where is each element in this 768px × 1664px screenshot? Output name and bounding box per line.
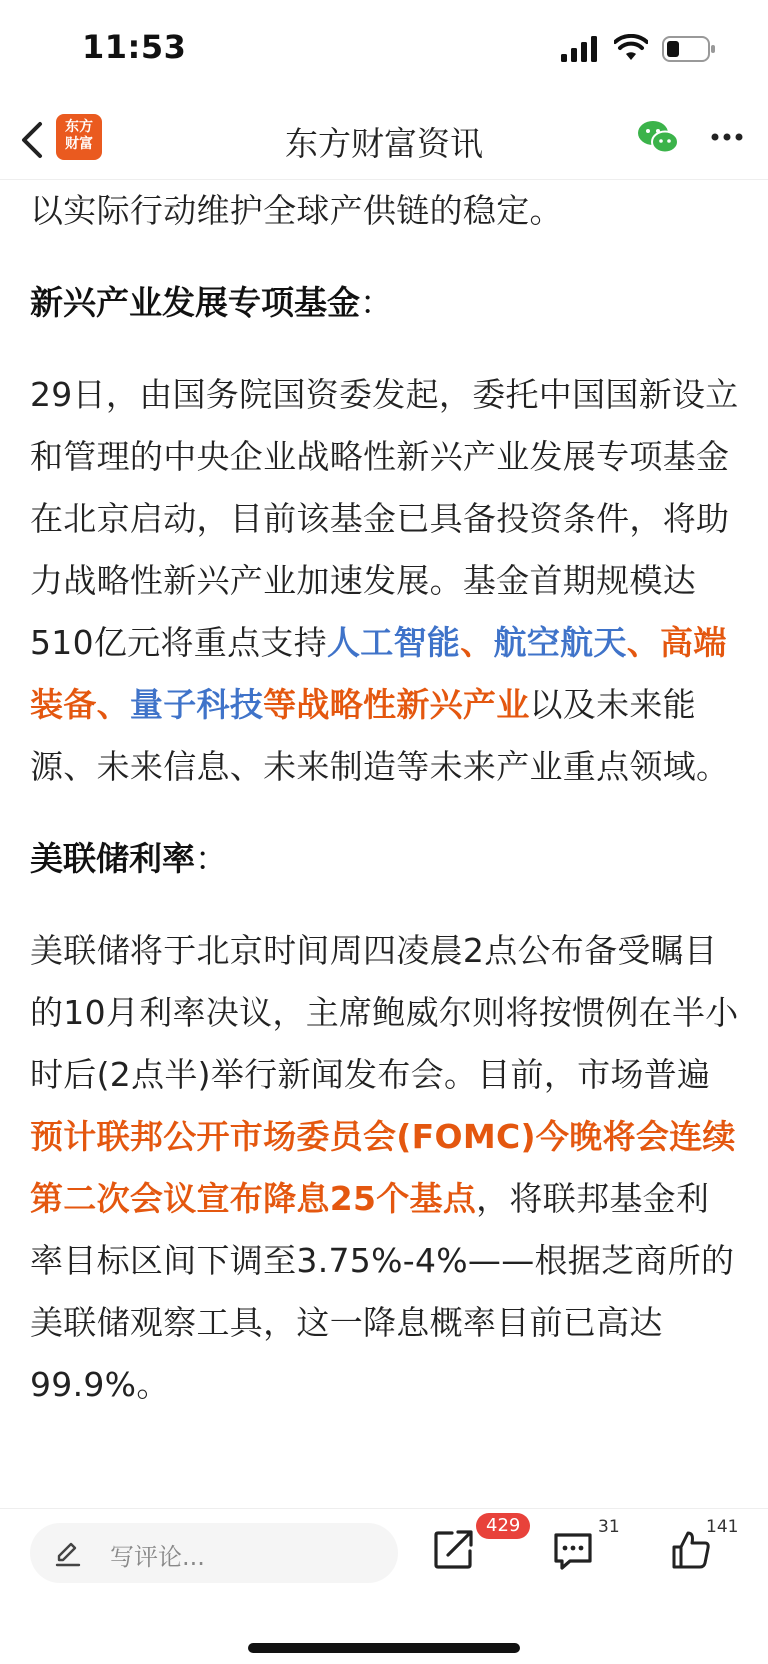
article-body <box>30 180 742 1508</box>
more-options-icon[interactable] <box>710 130 744 144</box>
fund-text-b: 以及未来能源、未来信息、未来制造等未来产业重点领域。 <box>30 685 730 786</box>
heading-text: 新兴产业发展专项基金 <box>30 283 360 322</box>
comment-input[interactable] <box>30 1523 398 1583</box>
comment-icon[interactable] <box>552 1531 594 1571</box>
section-heading-fund <box>30 272 742 334</box>
wifi-icon <box>614 34 648 62</box>
logo-text-line-1: 东方 <box>65 119 93 135</box>
comment-count: 31 <box>598 1517 620 1537</box>
status-bar <box>0 0 768 100</box>
paragraph-intro: 以实际行动维护全球产供链的稳定。 <box>30 191 563 230</box>
fed-text-a: 美联储将于北京时间周四凌晨2点公布备受瞩目的10月利率决议，主席鲍威尔则将按惯例在半小时后(2点半)举行新闻发布会。目前，市场普遍 <box>30 931 739 1094</box>
stock-link-aerospace[interactable]: 航空航天 <box>493 623 627 662</box>
highlight-high-end-equipment: 高端装备 <box>30 623 727 724</box>
fund-text-a: 29日，由国务院国资委发起，委托中国国新设立和管理的中央企业战略性新兴产业发展专项基金在北京启动，目前该基金已具备投资条件，将助力战略性新兴产业加速发展。基金首期规模达510亿元将重点支持 <box>30 375 739 662</box>
nav-bar <box>0 100 768 180</box>
paragraph-fed <box>30 920 742 1416</box>
highlight-rate-cut: 预计联邦公开市场委员会(FOMC)今晚将会连续第二次会议宣布降息25个基点 <box>30 1117 736 1218</box>
like-count: 141 <box>706 1517 739 1537</box>
battery-icon <box>662 36 716 62</box>
section-heading-fed <box>30 828 742 890</box>
heading-text: 美联储利率 <box>30 839 195 878</box>
share-icon[interactable] <box>432 1527 476 1571</box>
separator: 、 <box>96 685 130 724</box>
share-count-badge: 429 <box>476 1513 530 1539</box>
stock-link-quantum[interactable]: 量子科技 <box>129 685 264 724</box>
heading-colon: ： <box>360 283 393 322</box>
separator: 、 <box>626 623 661 662</box>
cellular-signal-icon <box>560 36 600 62</box>
comment-placeholder: 写评论... <box>110 1543 205 1571</box>
logo-text-line-2: 财富 <box>65 136 93 152</box>
paragraph-fund <box>30 364 742 798</box>
highlight-emerging-industries: 等战略性新兴产业 <box>263 685 530 724</box>
page-title: 东方财富资讯 <box>285 124 483 163</box>
home-indicator <box>248 1643 520 1653</box>
separator: 、 <box>460 623 494 662</box>
bottom-action-bar <box>0 1508 768 1664</box>
stock-link-ai[interactable]: 人工智能 <box>327 623 461 662</box>
status-time: 11:53 <box>82 28 187 66</box>
wechat-share-icon[interactable] <box>636 118 680 156</box>
pen-icon <box>54 1539 82 1567</box>
heading-colon: ： <box>195 839 228 878</box>
fed-text-b: ，将联邦基金利率目标区间下调至3.75%-4%——根据芝商所的美联储观察工具，这一降息概率目前已高达99.9%。 <box>30 1179 735 1404</box>
